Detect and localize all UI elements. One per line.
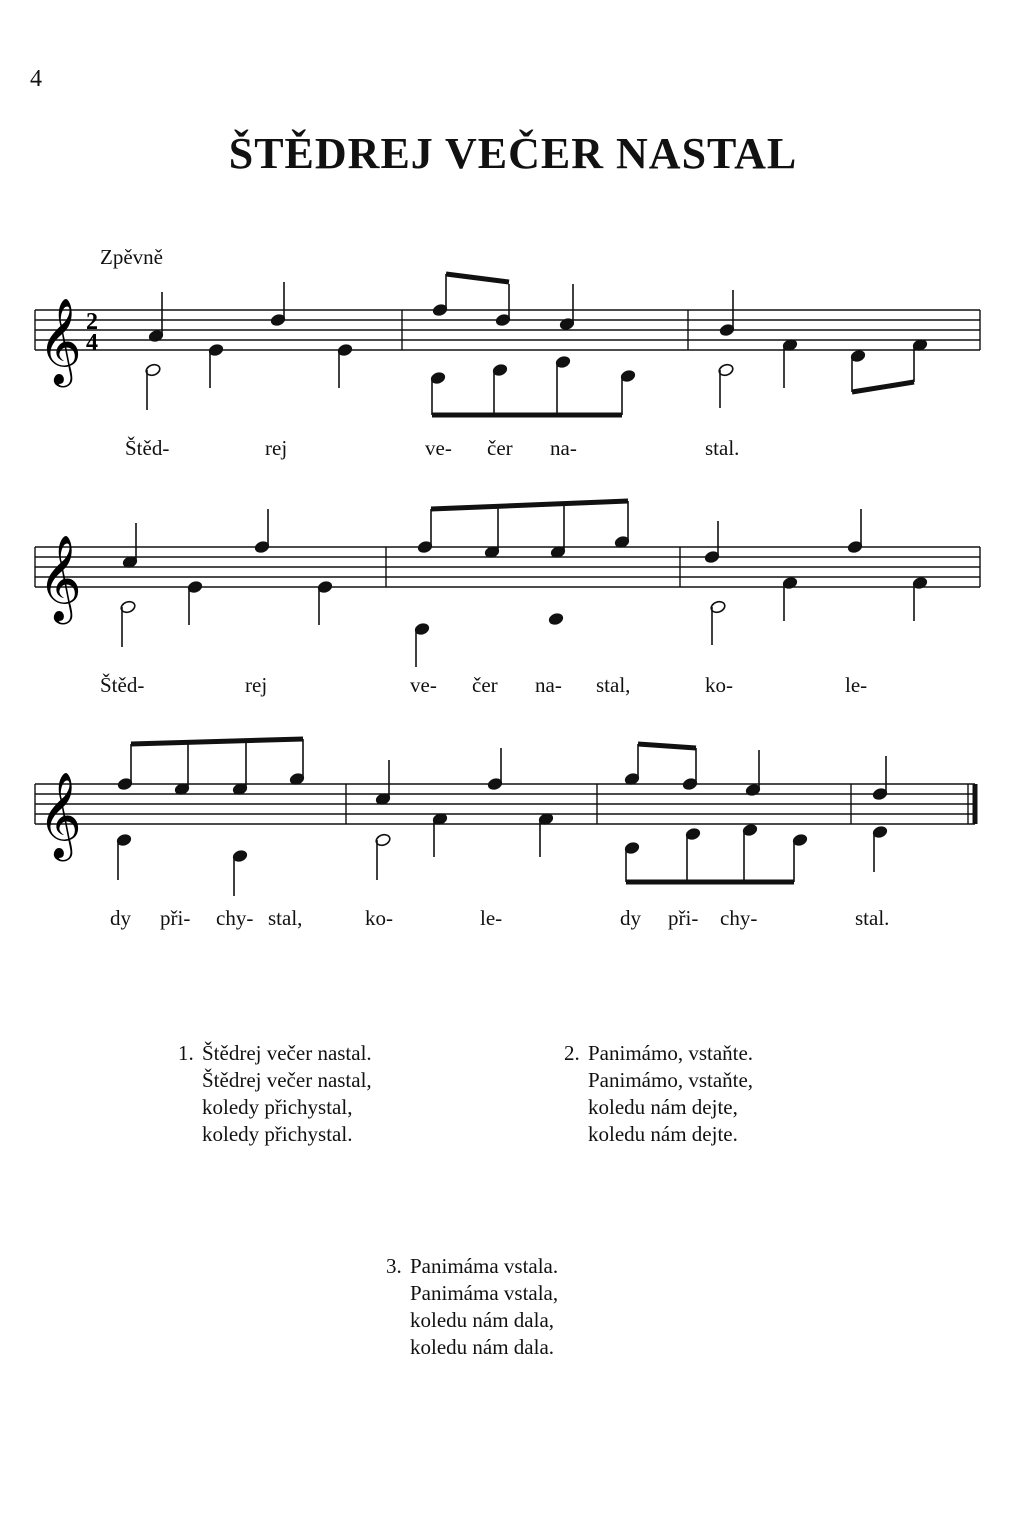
lyric-syllable: rej	[265, 436, 288, 460]
verse-line: koledu nám dala.	[410, 1335, 555, 1359]
lyric-syllable: chy-	[720, 906, 758, 930]
lyric-syllable: stal.	[705, 436, 740, 460]
verse-line: koledy přichystal,	[202, 1095, 353, 1119]
time-signature-top: 2	[86, 309, 98, 335]
lyric-syllable: na-	[535, 673, 562, 697]
lyric-syllable: ko-	[365, 906, 393, 930]
verse-line: koledu nám dejte.	[588, 1122, 738, 1146]
verse-line: Panimámo, vstaňte,	[588, 1068, 754, 1092]
lyric-syllable: při-	[668, 906, 699, 930]
verse-line	[386, 1253, 558, 1280]
verse-2	[564, 1040, 753, 1148]
lyric-syllable: stal,	[596, 673, 631, 697]
song-title: ŠTĚDREJ VEČER NASTAL	[228, 129, 798, 178]
lyric-syllable: le-	[845, 673, 868, 697]
verse-line	[564, 1040, 753, 1067]
note	[548, 612, 563, 625]
treble-clef-icon: 𝄞	[38, 772, 82, 858]
verse-line: Štědrej večer nastal,	[202, 1068, 372, 1092]
treble-clef-icon: 𝄞	[38, 298, 82, 384]
music-system-2	[0, 505, 1026, 705]
verse-line: koledy přichystal.	[202, 1122, 353, 1146]
verse-line: Panimáma vstala,	[410, 1281, 559, 1305]
lyric-syllable: čer	[472, 673, 498, 697]
lyric-syllable: ve-	[410, 673, 437, 697]
lyric-syllable: chy-	[216, 906, 254, 930]
lyric-syllable: dy	[620, 906, 641, 930]
lyric-syllable: rej	[245, 673, 268, 697]
verse-text: Panimámo, vstaňte.	[588, 1041, 754, 1065]
music-system-1	[0, 270, 1026, 470]
tempo-marking: Zpěvně	[100, 245, 163, 269]
lyric-syllable: stal,	[268, 906, 303, 930]
music-system-3	[0, 740, 1026, 940]
lyric-syllable: ko-	[705, 673, 733, 697]
verse-number: 3.	[386, 1254, 402, 1278]
lyric-syllable: Štěd-	[100, 673, 145, 697]
verse-line: koledu nám dala,	[410, 1308, 555, 1332]
lyric-syllable: při-	[160, 906, 191, 930]
time-signature-bottom: 4	[86, 330, 98, 356]
lyric-syllable: le-	[480, 906, 503, 930]
verse-number: 1.	[178, 1041, 194, 1065]
verse-3	[386, 1253, 558, 1361]
verse-line: koledu nám dejte,	[588, 1095, 738, 1119]
verse-text: Panimáma vstala.	[410, 1254, 559, 1278]
verse-number: 2.	[564, 1041, 580, 1065]
lyric-syllable: čer	[487, 436, 513, 460]
verse-line	[178, 1040, 372, 1067]
lyric-syllable: ve-	[425, 436, 452, 460]
staff-2	[0, 505, 1026, 705]
verse-1	[178, 1040, 372, 1148]
page-number: 4	[30, 66, 42, 92]
lyric-syllable: Štěd-	[125, 436, 170, 460]
lyric-syllable: dy	[110, 906, 131, 930]
verse-text: Štědrej večer nastal.	[202, 1041, 372, 1065]
lyric-syllable: stal.	[855, 906, 890, 930]
lyric-syllable: na-	[550, 436, 577, 460]
treble-clef-icon: 𝄞	[38, 535, 82, 621]
